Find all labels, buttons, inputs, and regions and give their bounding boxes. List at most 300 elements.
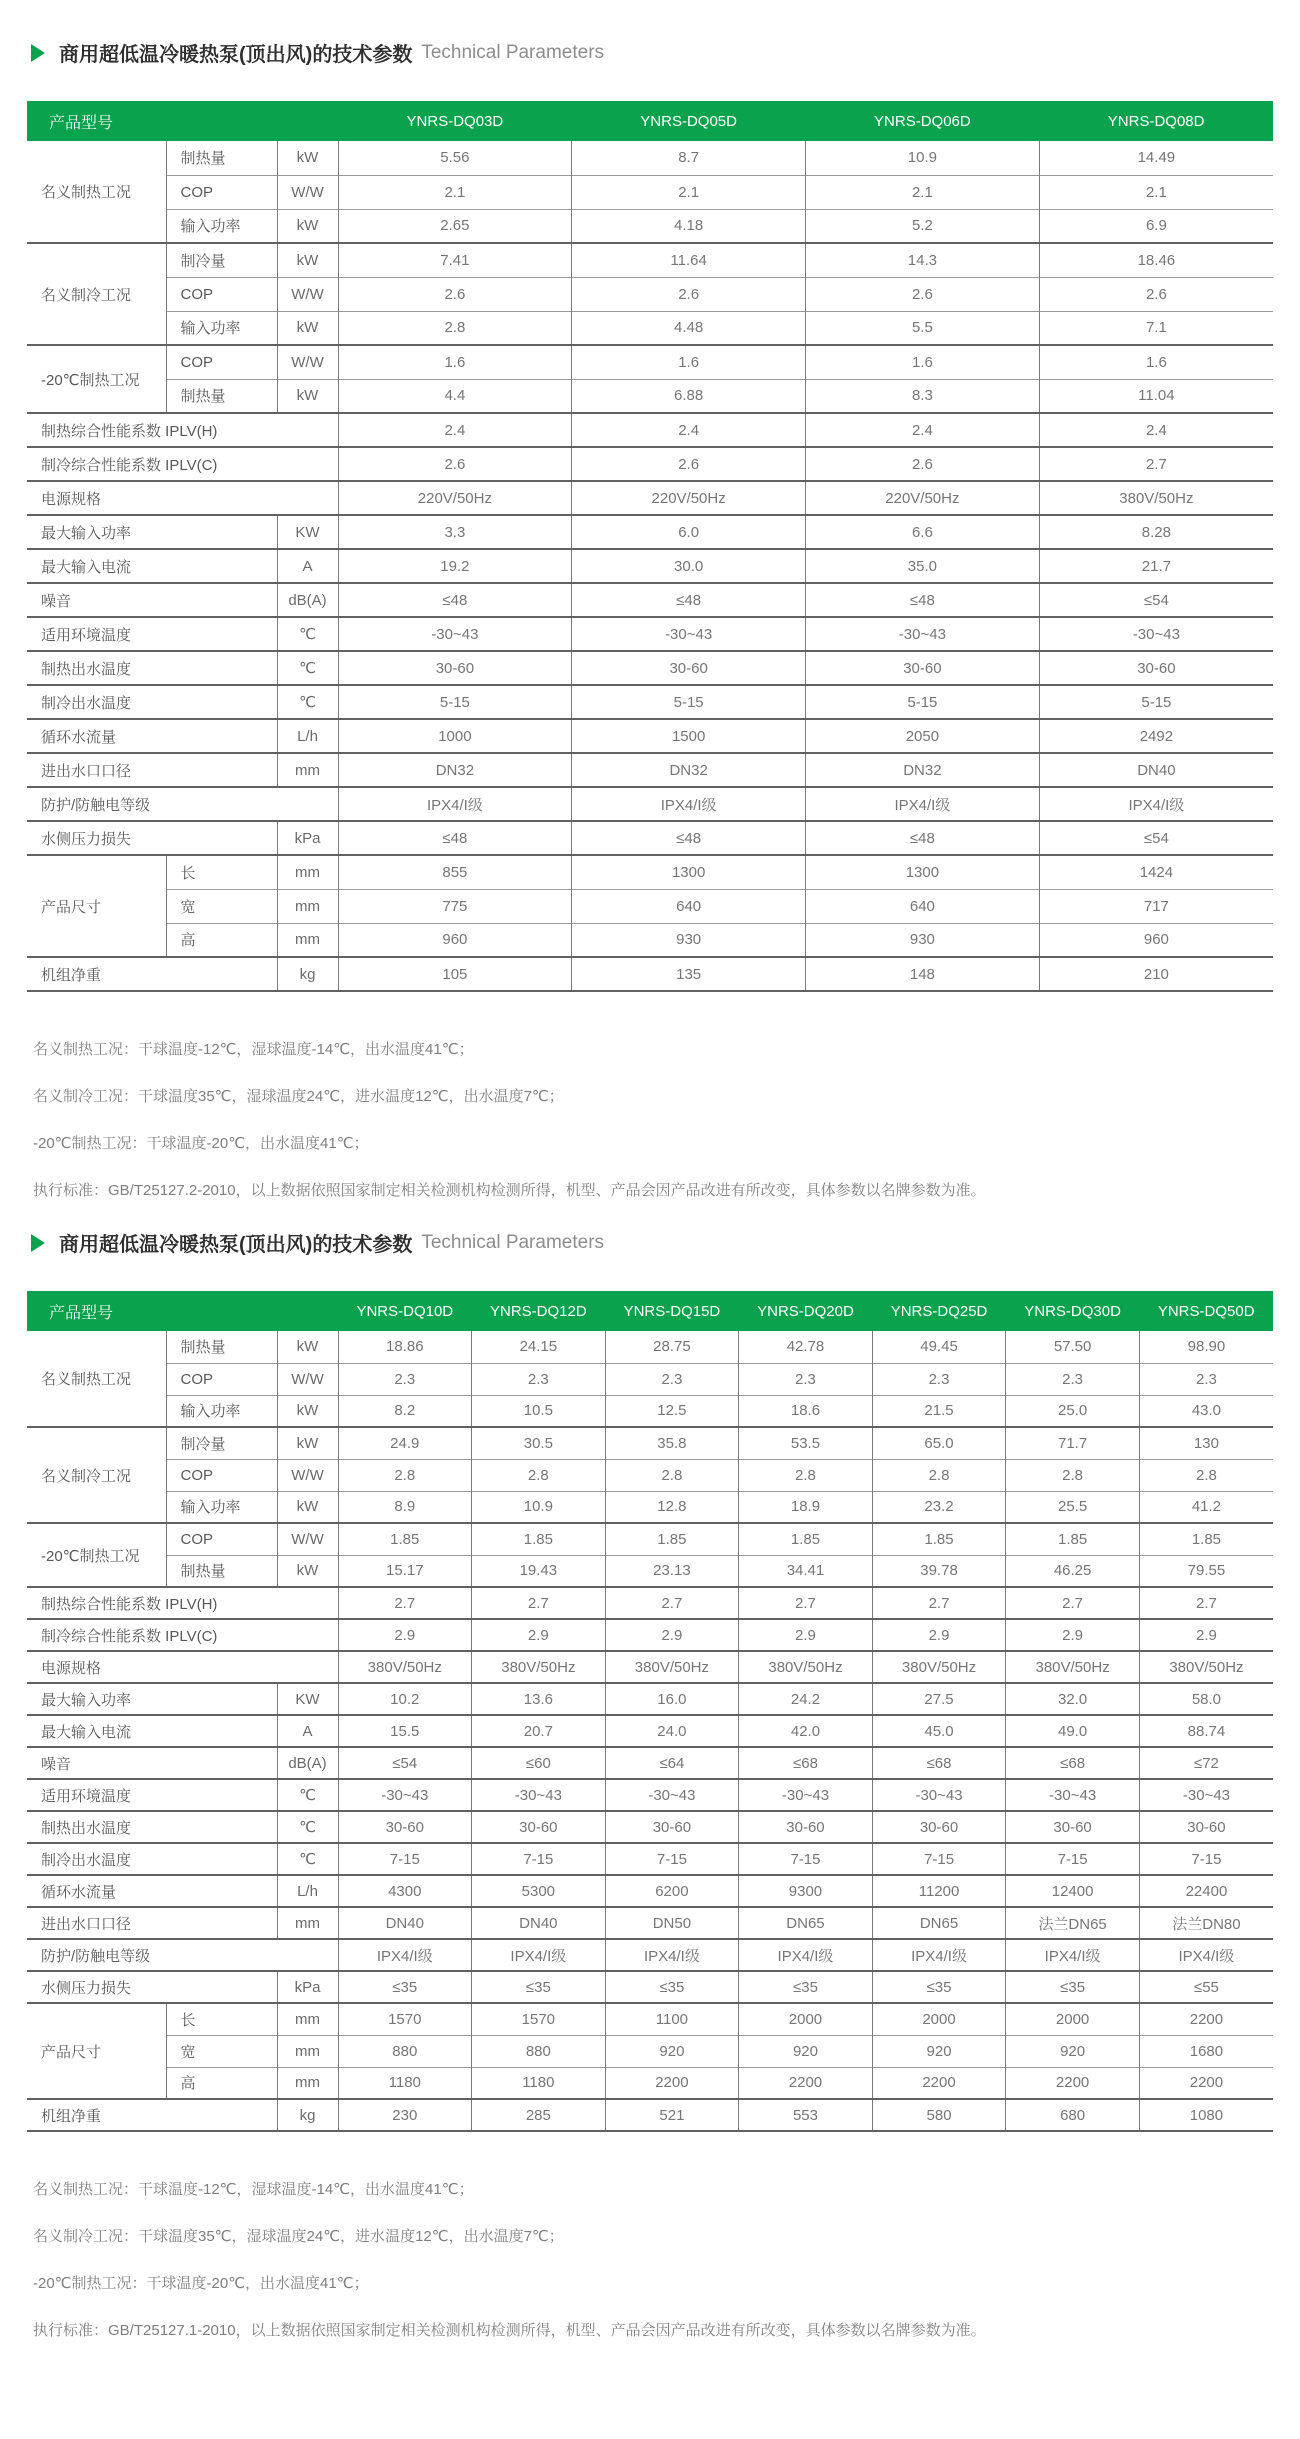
value-cell: 920 [739, 2035, 873, 2067]
value-cell: 30-60 [572, 651, 806, 685]
section-title [31, 38, 1273, 67]
value-cell: 5300 [472, 1875, 606, 1907]
value-cell: 23.2 [872, 1491, 1006, 1523]
section-marker-icon [31, 1234, 45, 1252]
value-cell: 2200 [1006, 2067, 1140, 2099]
param-label-cell: 制热出水温度 [27, 1811, 277, 1843]
group-label-cell: -20℃制热工况 [27, 1523, 166, 1587]
value-cell: IPX4/I级 [739, 1939, 873, 1971]
value-cell: 105 [338, 957, 572, 991]
value-cell: 18.9 [739, 1491, 873, 1523]
value-cell: 380V/50Hz [472, 1651, 606, 1683]
value-cell: -30~43 [872, 1779, 1006, 1811]
table-row [27, 447, 1273, 481]
value-cell: 12400 [1006, 1875, 1140, 1907]
value-cell: 1.85 [739, 1523, 873, 1555]
table-row [27, 753, 1273, 787]
value-cell: 4.48 [572, 311, 806, 345]
param-label-cell: 输入功率 [166, 1395, 277, 1427]
value-cell: 41.2 [1139, 1491, 1273, 1523]
table-row [27, 1427, 1273, 1459]
value-cell: 24.2 [739, 1683, 873, 1715]
value-cell: 12.5 [605, 1395, 739, 1427]
table-row [27, 1459, 1273, 1491]
table-row [27, 1587, 1273, 1619]
value-cell: 2.8 [872, 1459, 1006, 1491]
value-cell: 1.6 [572, 345, 806, 379]
value-cell: IPX4/I级 [605, 1939, 739, 1971]
value-cell: ≤35 [605, 1971, 739, 2003]
value-cell: 14.49 [1039, 141, 1273, 175]
group-label-cell: -20℃制热工况 [27, 345, 166, 413]
value-cell: 1300 [806, 855, 1040, 889]
param-label-cell: 高 [166, 2067, 277, 2099]
value-cell: 920 [605, 2035, 739, 2067]
param-label-cell: 宽 [166, 2035, 277, 2067]
value-cell: 2.8 [472, 1459, 606, 1491]
value-cell: 9300 [739, 1875, 873, 1907]
table-row [27, 651, 1273, 685]
table-row [27, 481, 1273, 515]
value-cell: 1.85 [338, 1523, 472, 1555]
value-cell: 2.3 [872, 1363, 1006, 1395]
unit-cell: mm [277, 2067, 338, 2099]
model-header-cell: YNRS-DQ03D [338, 101, 572, 141]
value-cell: 2.4 [338, 413, 572, 447]
param-label-cell: 循环水流量 [27, 1875, 277, 1907]
value-cell: 5.2 [806, 209, 1040, 243]
value-cell: 法兰DN80 [1139, 1907, 1273, 1939]
value-cell: 18.46 [1039, 243, 1273, 277]
value-cell: ≤64 [605, 1747, 739, 1779]
value-cell: 8.9 [338, 1491, 472, 1523]
param-label-cell: 机组净重 [27, 2099, 277, 2131]
value-cell: 380V/50Hz [739, 1651, 873, 1683]
table-row [27, 1779, 1273, 1811]
value-cell: 135 [572, 957, 806, 991]
value-cell: 5-15 [806, 685, 1040, 719]
value-cell: 7-15 [338, 1843, 472, 1875]
value-cell: 7-15 [1139, 1843, 1273, 1875]
value-cell: 49.45 [872, 1331, 1006, 1363]
param-label-cell: 噪音 [27, 1747, 277, 1779]
param-label-cell: COP [166, 277, 277, 311]
table-row [27, 2035, 1273, 2067]
value-cell: 2.3 [739, 1363, 873, 1395]
notes [33, 2178, 1273, 2340]
param-label-cell: 制热量 [166, 379, 277, 413]
unit-cell: ℃ [277, 1843, 338, 1875]
value-cell: 2.9 [338, 1619, 472, 1651]
table-row [27, 1331, 1273, 1363]
model-header-cell: YNRS-DQ30D [1006, 1291, 1140, 1331]
value-cell: 23.13 [605, 1555, 739, 1587]
value-cell: 2.9 [605, 1619, 739, 1651]
value-cell: 8.2 [338, 1395, 472, 1427]
value-cell: 30-60 [605, 1811, 739, 1843]
value-cell: ≤68 [872, 1747, 1006, 1779]
unit-cell: ℃ [277, 1811, 338, 1843]
model-header-cell: YNRS-DQ12D [472, 1291, 606, 1331]
section-title-zh: 商用超低温冷暖热泵(顶出风)的技术参数 [59, 44, 413, 66]
value-cell: 45.0 [872, 1715, 1006, 1747]
value-cell: 7-15 [472, 1843, 606, 1875]
section-1 [27, 38, 1273, 1200]
note-line: 名义制冷工况：干球温度35℃，湿球温度24℃，进水温度12℃，出水温度7℃； [33, 1088, 564, 1105]
section-title-en: Technical Parameters [421, 41, 605, 63]
value-cell: 4.18 [572, 209, 806, 243]
unit-cell: mm [277, 923, 338, 957]
value-cell: -30~43 [338, 1779, 472, 1811]
model-header-cell: YNRS-DQ10D [338, 1291, 472, 1331]
table-row [27, 1971, 1273, 2003]
value-cell: 2.6 [806, 447, 1040, 481]
value-cell: 30.0 [572, 549, 806, 583]
table-row [27, 1939, 1273, 1971]
unit-cell: kPa [277, 821, 338, 855]
param-label-cell: COP [166, 1363, 277, 1395]
unit-cell: A [277, 549, 338, 583]
value-cell: 2200 [1139, 2067, 1273, 2099]
value-cell: 1.6 [338, 345, 572, 379]
value-cell: 1080 [1139, 2099, 1273, 2131]
value-cell: 30-60 [1039, 651, 1273, 685]
value-cell: 1.85 [1006, 1523, 1140, 1555]
param-label-cell: 进出水口口径 [27, 753, 277, 787]
table-row [27, 1555, 1273, 1587]
param-label-cell: 制冷出水温度 [27, 685, 277, 719]
table-row [27, 1523, 1273, 1555]
value-cell: 1180 [472, 2067, 606, 2099]
value-cell: 380V/50Hz [1039, 481, 1273, 515]
group-label-cell: 名义制冷工况 [27, 243, 166, 345]
value-cell: DN40 [338, 1907, 472, 1939]
value-cell: 11.04 [1039, 379, 1273, 413]
value-cell: IPX4/I级 [572, 787, 806, 821]
value-cell: 1.6 [1039, 345, 1273, 379]
value-cell: 10.2 [338, 1683, 472, 1715]
value-cell: 521 [605, 2099, 739, 2131]
value-cell: ≤35 [1006, 1971, 1140, 2003]
value-cell: 2.3 [1139, 1363, 1273, 1395]
table-row [27, 787, 1273, 821]
value-cell: 35.8 [605, 1427, 739, 1459]
value-cell: 220V/50Hz [572, 481, 806, 515]
table-row [27, 719, 1273, 753]
value-cell: ≤48 [806, 821, 1040, 855]
group-label-cell: 产品尺寸 [27, 855, 166, 957]
param-label-cell: 制冷量 [166, 243, 277, 277]
unit-cell: kW [277, 1427, 338, 1459]
value-cell: 15.17 [338, 1555, 472, 1587]
value-cell: 2200 [1139, 2003, 1273, 2035]
value-cell: 21.7 [1039, 549, 1273, 583]
value-cell: DN65 [872, 1907, 1006, 1939]
spec-table-2 [27, 1291, 1273, 2132]
value-cell: 13.6 [472, 1683, 606, 1715]
value-cell: 1500 [572, 719, 806, 753]
unit-cell: W/W [277, 345, 338, 379]
unit-cell: kW [277, 1331, 338, 1363]
unit-cell: mm [277, 2003, 338, 2035]
table-row [27, 1619, 1273, 1651]
unit-cell: L/h [277, 719, 338, 753]
value-cell: 8.28 [1039, 515, 1273, 549]
model-header-cell: YNRS-DQ20D [739, 1291, 873, 1331]
value-cell: 46.25 [1006, 1555, 1140, 1587]
group-label-cell: 名义制热工况 [27, 141, 166, 243]
unit-cell: ℃ [277, 651, 338, 685]
param-label-cell: 水侧压力损失 [27, 1971, 277, 2003]
table-row [27, 141, 1273, 175]
param-label-cell: 进出水口口径 [27, 1907, 277, 1939]
table-row [27, 685, 1273, 719]
value-cell: DN65 [739, 1907, 873, 1939]
table-row [27, 1395, 1273, 1427]
value-cell: DN40 [1039, 753, 1273, 787]
value-cell: 2.9 [1006, 1619, 1140, 1651]
value-cell: 148 [806, 957, 1040, 991]
group-label-cell: 产品尺寸 [27, 2003, 166, 2099]
table-row [27, 583, 1273, 617]
value-cell: 4300 [338, 1875, 472, 1907]
value-cell: 2.7 [338, 1587, 472, 1619]
param-label-cell: 输入功率 [166, 311, 277, 345]
value-cell: 34.41 [739, 1555, 873, 1587]
param-label-cell: 最大输入电流 [27, 549, 277, 583]
value-cell: 法兰DN65 [1006, 1907, 1140, 1939]
unit-cell: kg [277, 957, 338, 991]
value-cell: 2200 [872, 2067, 1006, 2099]
value-cell: 2.8 [605, 1459, 739, 1491]
table-row [27, 1683, 1273, 1715]
value-cell: 285 [472, 2099, 606, 2131]
value-cell: 2.4 [806, 413, 1040, 447]
value-cell: 42.78 [739, 1331, 873, 1363]
note-line: -20℃制热工况：干球温度-20℃，出水温度41℃； [33, 1135, 369, 1152]
value-cell: 580 [872, 2099, 1006, 2131]
value-cell: 2.1 [572, 175, 806, 209]
unit-cell: kW [277, 243, 338, 277]
value-cell: 71.7 [1006, 1427, 1140, 1459]
table-row [27, 1651, 1273, 1683]
value-cell: 640 [572, 889, 806, 923]
value-cell: 880 [472, 2035, 606, 2067]
value-cell: 920 [872, 2035, 1006, 2067]
unit-cell: kW [277, 311, 338, 345]
value-cell: -30~43 [1039, 617, 1273, 651]
value-cell: 717 [1039, 889, 1273, 923]
value-cell: 28.75 [605, 1331, 739, 1363]
value-cell: 2.9 [1139, 1619, 1273, 1651]
unit-cell: mm [277, 753, 338, 787]
value-cell: 5.5 [806, 311, 1040, 345]
unit-cell: ℃ [277, 685, 338, 719]
value-cell: 18.86 [338, 1331, 472, 1363]
value-cell: DN32 [338, 753, 572, 787]
param-label-cell: 制冷量 [166, 1427, 277, 1459]
group-label-cell: 名义制冷工况 [27, 1427, 166, 1523]
value-cell: -30~43 [1006, 1779, 1140, 1811]
param-label-cell: 机组净重 [27, 957, 277, 991]
value-cell: ≤35 [472, 1971, 606, 2003]
value-cell: 1.85 [605, 1523, 739, 1555]
param-label-cell: 制冷综合性能系数 IPLV(C) [27, 1619, 338, 1651]
param-label-cell: 最大输入电流 [27, 1715, 277, 1747]
value-cell: 6.9 [1039, 209, 1273, 243]
value-cell: 22400 [1139, 1875, 1273, 1907]
value-cell: 16.0 [605, 1683, 739, 1715]
value-cell: 39.78 [872, 1555, 1006, 1587]
value-cell: 2.4 [1039, 413, 1273, 447]
section-title-zh: 商用超低温冷暖热泵(顶出风)的技术参数 [59, 1234, 413, 1256]
value-cell: 10.9 [806, 141, 1040, 175]
value-cell: 380V/50Hz [1006, 1651, 1140, 1683]
table-row [27, 345, 1273, 379]
model-header-cell: YNRS-DQ06D [806, 101, 1040, 141]
table-row [27, 1907, 1273, 1939]
value-cell: 11.64 [572, 243, 806, 277]
value-cell: 2.8 [338, 1459, 472, 1491]
value-cell: 920 [1006, 2035, 1140, 2067]
value-cell: ≤55 [1139, 1971, 1273, 2003]
table-header-label: 产品型号 [27, 101, 338, 141]
value-cell: 15.5 [338, 1715, 472, 1747]
value-cell: 30-60 [338, 1811, 472, 1843]
table-row [27, 277, 1273, 311]
value-cell: 30-60 [1139, 1811, 1273, 1843]
param-label-cell: 制冷综合性能系数 IPLV(C) [27, 447, 338, 481]
value-cell: IPX4/I级 [472, 1939, 606, 1971]
param-label-cell: 制冷出水温度 [27, 1843, 277, 1875]
table-row [27, 1843, 1273, 1875]
unit-cell: W/W [277, 277, 338, 311]
unit-cell: kW [277, 1555, 338, 1587]
value-cell: 30-60 [739, 1811, 873, 1843]
value-cell: 2.7 [472, 1587, 606, 1619]
value-cell: 1570 [338, 2003, 472, 2035]
value-cell: 12.8 [605, 1491, 739, 1523]
param-label-cell: 制热综合性能系数 IPLV(H) [27, 413, 338, 447]
param-label-cell: 输入功率 [166, 209, 277, 243]
value-cell: 1.85 [472, 1523, 606, 1555]
value-cell: 2.1 [806, 175, 1040, 209]
value-cell: 2200 [739, 2067, 873, 2099]
value-cell: 380V/50Hz [1139, 1651, 1273, 1683]
value-cell: 7.1 [1039, 311, 1273, 345]
unit-cell: W/W [277, 175, 338, 209]
value-cell: ≤35 [338, 1971, 472, 2003]
value-cell: 1000 [338, 719, 572, 753]
value-cell: 19.43 [472, 1555, 606, 1587]
value-cell: 25.5 [1006, 1491, 1140, 1523]
table-row [27, 855, 1273, 889]
value-cell: 2.8 [1139, 1459, 1273, 1491]
value-cell: 2.4 [572, 413, 806, 447]
value-cell: 855 [338, 855, 572, 889]
unit-cell: kW [277, 209, 338, 243]
table-row [27, 2067, 1273, 2099]
value-cell: 5-15 [572, 685, 806, 719]
value-cell: 130 [1139, 1427, 1273, 1459]
value-cell: 1180 [338, 2067, 472, 2099]
table-row [27, 379, 1273, 413]
table-row [27, 2003, 1273, 2035]
value-cell: DN50 [605, 1907, 739, 1939]
value-cell: 24.15 [472, 1331, 606, 1363]
value-cell: 88.74 [1139, 1715, 1273, 1747]
value-cell: IPX4/I级 [338, 787, 572, 821]
table-row [27, 889, 1273, 923]
value-cell: 2.6 [1039, 277, 1273, 311]
unit-cell: mm [277, 855, 338, 889]
unit-cell: L/h [277, 1875, 338, 1907]
param-label-cell: COP [166, 175, 277, 209]
value-cell: 210 [1039, 957, 1273, 991]
value-cell: ≤72 [1139, 1747, 1273, 1779]
value-cell: 960 [338, 923, 572, 957]
value-cell: 5-15 [338, 685, 572, 719]
unit-cell: A [277, 1715, 338, 1747]
value-cell: 2.65 [338, 209, 572, 243]
value-cell: ≤54 [338, 1747, 472, 1779]
table-row [27, 311, 1273, 345]
value-cell: 5.56 [338, 141, 572, 175]
value-cell: 2.9 [472, 1619, 606, 1651]
value-cell: 1680 [1139, 2035, 1273, 2067]
value-cell: 25.0 [1006, 1395, 1140, 1427]
value-cell: 7-15 [605, 1843, 739, 1875]
param-label-cell: 制热量 [166, 141, 277, 175]
value-cell: 230 [338, 2099, 472, 2131]
value-cell: ≤68 [1006, 1747, 1140, 1779]
value-cell: 2000 [872, 2003, 1006, 2035]
value-cell: 30-60 [806, 651, 1040, 685]
value-cell: 1570 [472, 2003, 606, 2035]
unit-cell: KW [277, 1683, 338, 1715]
unit-cell: kg [277, 2099, 338, 2131]
table-row [27, 617, 1273, 651]
table-row [27, 923, 1273, 957]
value-cell: 2000 [739, 2003, 873, 2035]
section-2 [27, 1228, 1273, 2340]
spec-table-1 [27, 101, 1273, 992]
note-line: 名义制热工况：干球温度-12℃，湿球温度-14℃，出水温度41℃； [33, 1041, 474, 1058]
param-label-cell: 防护/防触电等级 [27, 1939, 338, 1971]
value-cell: 2200 [605, 2067, 739, 2099]
param-label-cell: 最大输入功率 [27, 1683, 277, 1715]
value-cell: 553 [739, 2099, 873, 2131]
param-label-cell: 制热量 [166, 1555, 277, 1587]
model-header-cell: YNRS-DQ05D [572, 101, 806, 141]
param-label-cell: 长 [166, 2003, 277, 2035]
value-cell: IPX4/I级 [1006, 1939, 1140, 1971]
value-cell: 930 [806, 923, 1040, 957]
note-line: 名义制热工况：干球温度-12℃，湿球温度-14℃，出水温度41℃； [33, 2181, 474, 2198]
value-cell: 58.0 [1139, 1683, 1273, 1715]
value-cell: 930 [572, 923, 806, 957]
value-cell: DN40 [472, 1907, 606, 1939]
value-cell: IPX4/I级 [338, 1939, 472, 1971]
value-cell: -30~43 [1139, 1779, 1273, 1811]
unit-cell: kW [277, 1395, 338, 1427]
unit-cell: kW [277, 1491, 338, 1523]
value-cell: 30-60 [872, 1811, 1006, 1843]
value-cell: 8.7 [572, 141, 806, 175]
value-cell: 2.7 [739, 1587, 873, 1619]
note-line: 执行标准：GB/T25127.2-2010，以上数据依照国家制定相关检测机构检测所得，机型、产品会因产品改进有所改变，具体参数以名牌参数为准。 [33, 1182, 986, 1199]
table-row [27, 1875, 1273, 1907]
